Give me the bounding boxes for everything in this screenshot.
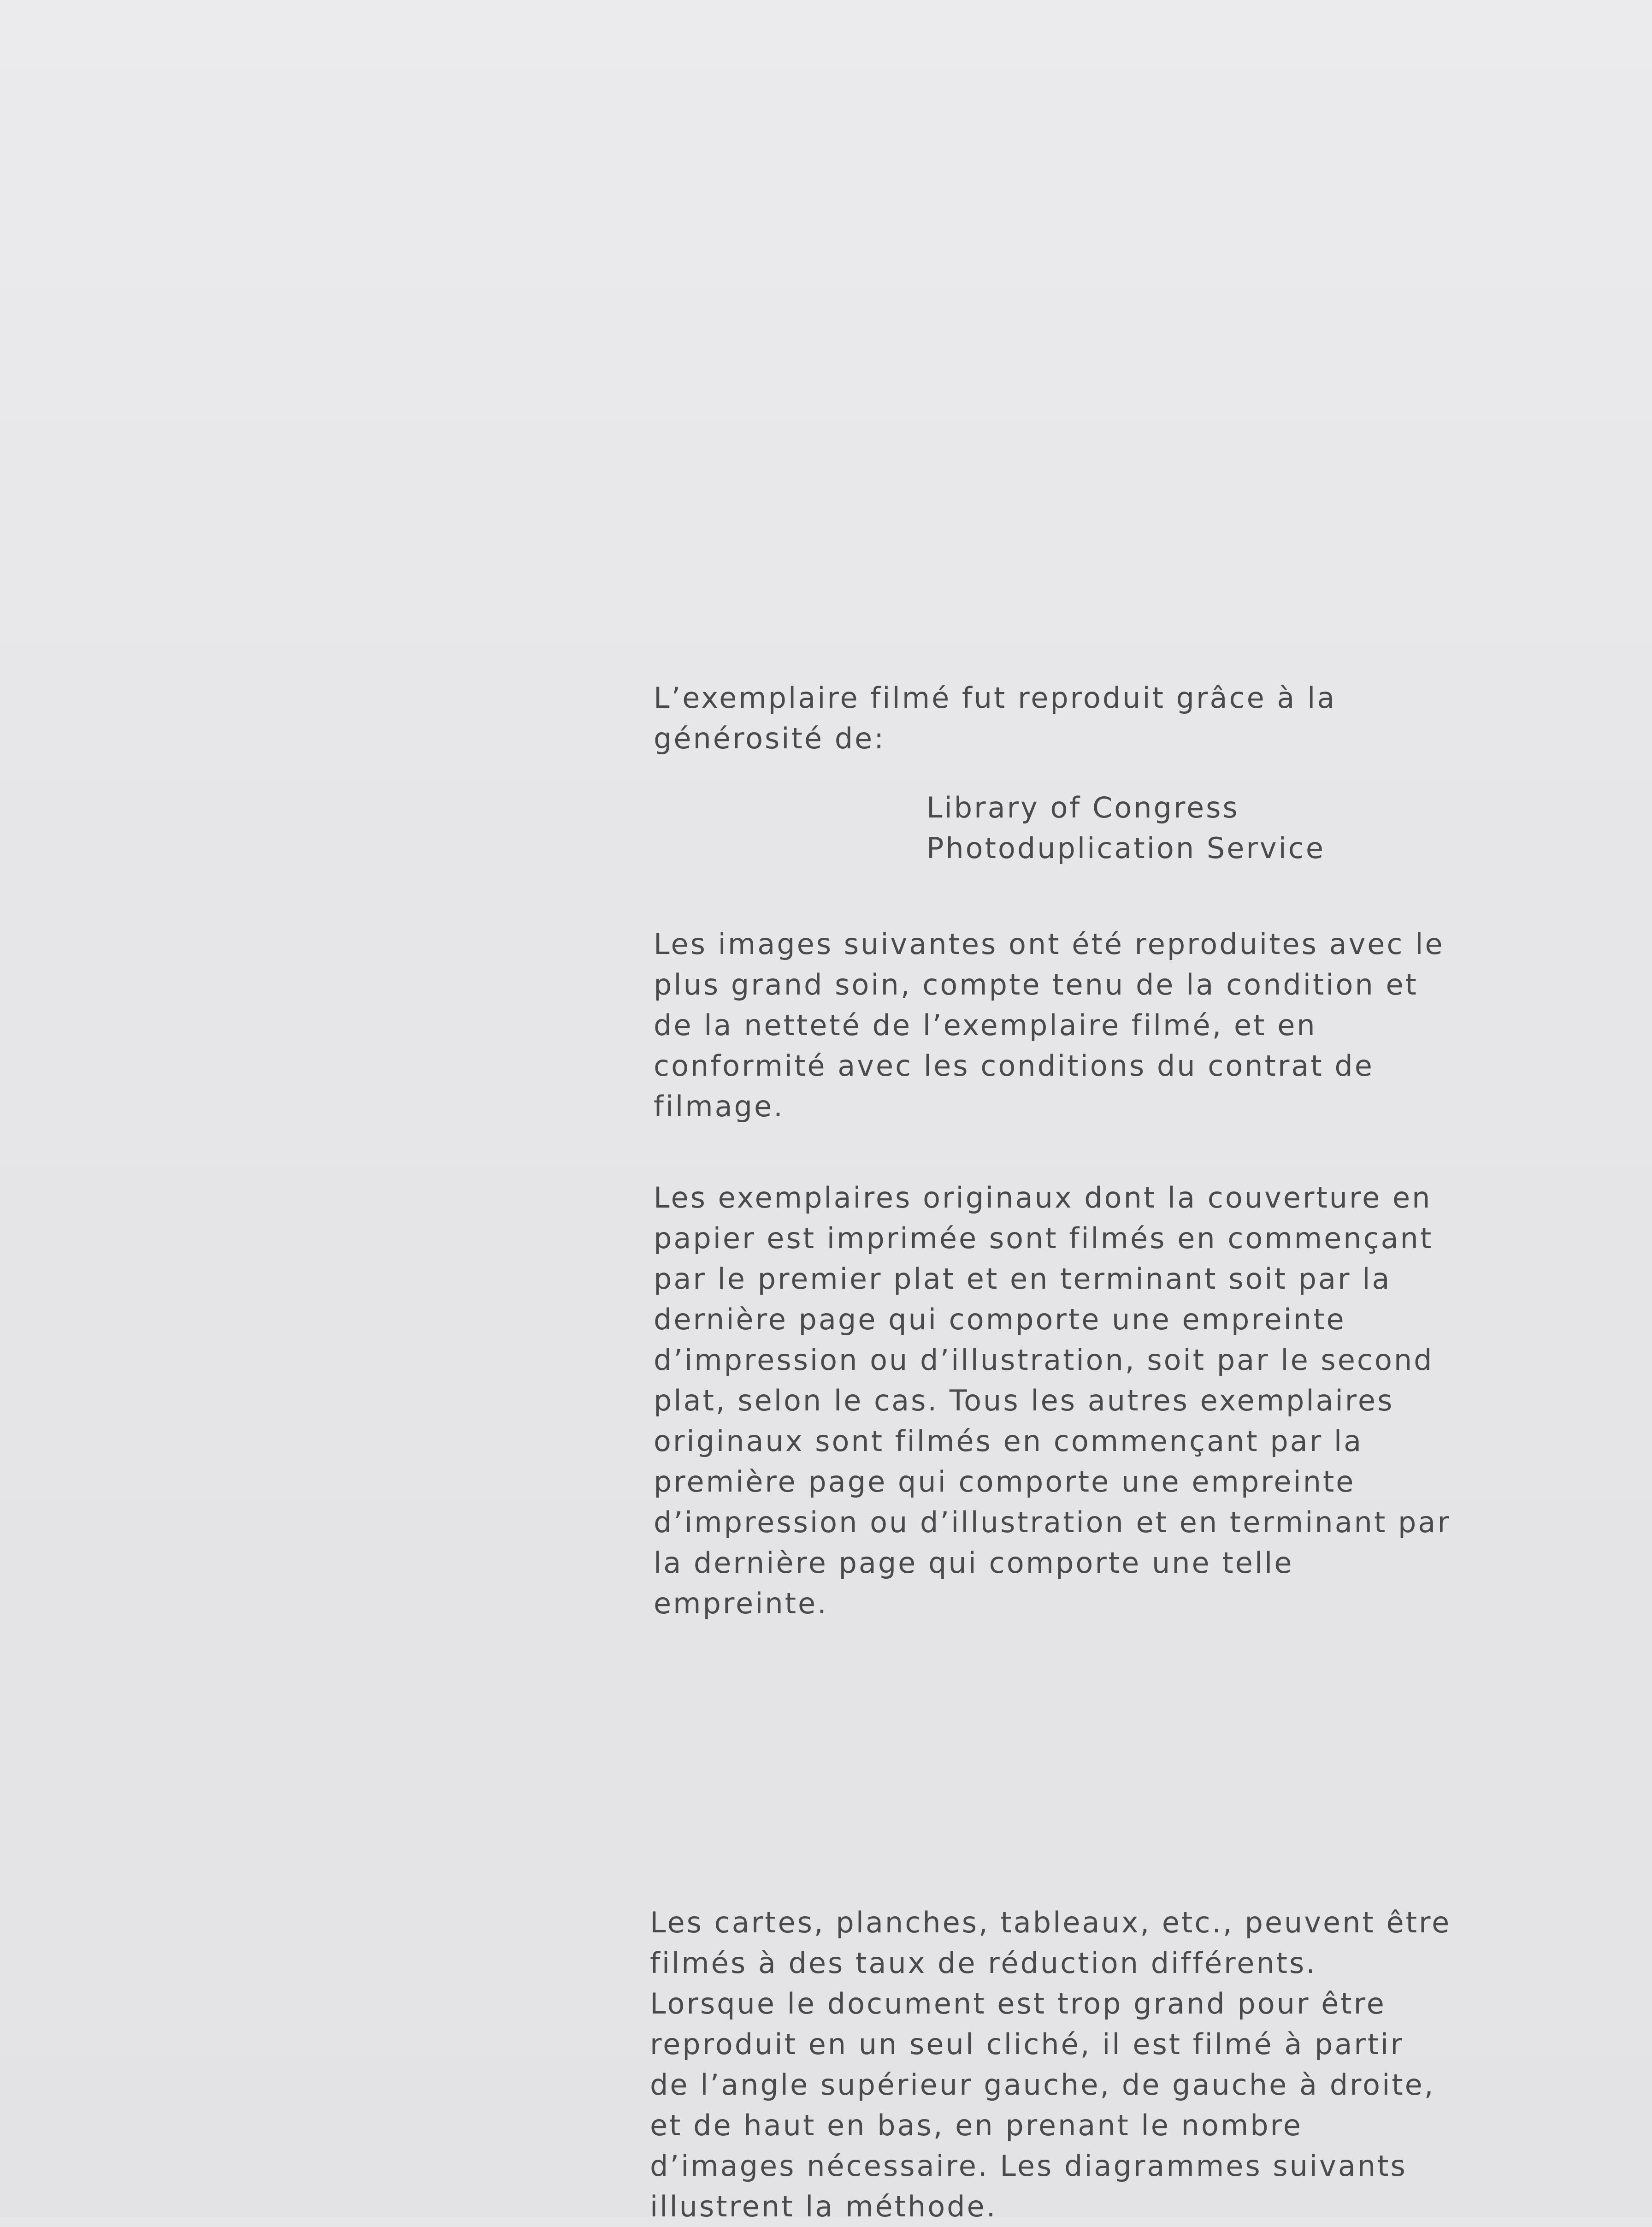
- right-para-2: [650, 788, 1325, 869]
- text-line: Library of Congress: [926, 791, 1239, 824]
- text-line: conformité avec les conditions du contrat de: [654, 1049, 1374, 1083]
- text-line: plat, selon le cas. Tous les autres exemplaires: [654, 1384, 1394, 1417]
- right-para-3: [654, 924, 1445, 1127]
- text-line: dernière page qui comporte une empreinte: [654, 1303, 1346, 1336]
- text-line: illustrent la méthode.: [650, 2190, 997, 2223]
- text-line: Les images suivantes ont été reproduites avec le: [654, 927, 1445, 961]
- text-line: d’impression ou d’illustration et en terminant par: [654, 1505, 1451, 1539]
- text-line: et de haut en bas, en prenant le nombre: [650, 2109, 1303, 2142]
- right-para-4: [654, 1178, 1451, 1624]
- text-line: par le premier plat et en terminant soit par la: [654, 1262, 1392, 1296]
- text-line: générosité de:: [654, 722, 886, 755]
- text-line: papier est imprimée sont filmés en commençant: [654, 1221, 1434, 1255]
- right-para-1: [654, 678, 1336, 759]
- text-line: plus grand soin, compte tenu de la condition et: [654, 968, 1418, 1001]
- text-line: Les exemplaires originaux dont la couverture en: [654, 1181, 1432, 1214]
- right-para-5: [650, 1902, 1451, 2227]
- text-line: filmés à des taux de réduction différents.: [650, 1946, 1317, 1980]
- text-line: filmage.: [654, 1090, 785, 1123]
- text-line: première page qui comporte une empreinte: [654, 1465, 1356, 1498]
- text-line: Lorsque le document est trop grand pour être: [650, 1987, 1386, 2020]
- text-line: originaux sont filmés en commençant par la: [654, 1424, 1363, 1458]
- text-line: la dernière page qui comporte une telle: [654, 1546, 1294, 1580]
- text-line: L’exemplaire filmé fut reproduit grâce à la: [654, 681, 1337, 715]
- text-line: empreinte.: [654, 1587, 828, 1620]
- text-line: de la netteté de l’exemplaire filmé, et en: [654, 1008, 1317, 1042]
- text-line: d’images nécessaire. Les diagrammes suivants: [650, 2149, 1407, 2183]
- text-line: de l’angle supérieur gauche, de gauche à droite,: [650, 2068, 1435, 2102]
- text-line: Les cartes, planches, tableaux, etc., peuvent être: [650, 1906, 1451, 1939]
- text-line: reproduit en un seul cliché, il est filmé à partir: [650, 2027, 1404, 2061]
- text-line: d’impression ou d’illustration, soit par le second: [654, 1343, 1434, 1377]
- text-line: Photoduplication Service: [926, 831, 1326, 865]
